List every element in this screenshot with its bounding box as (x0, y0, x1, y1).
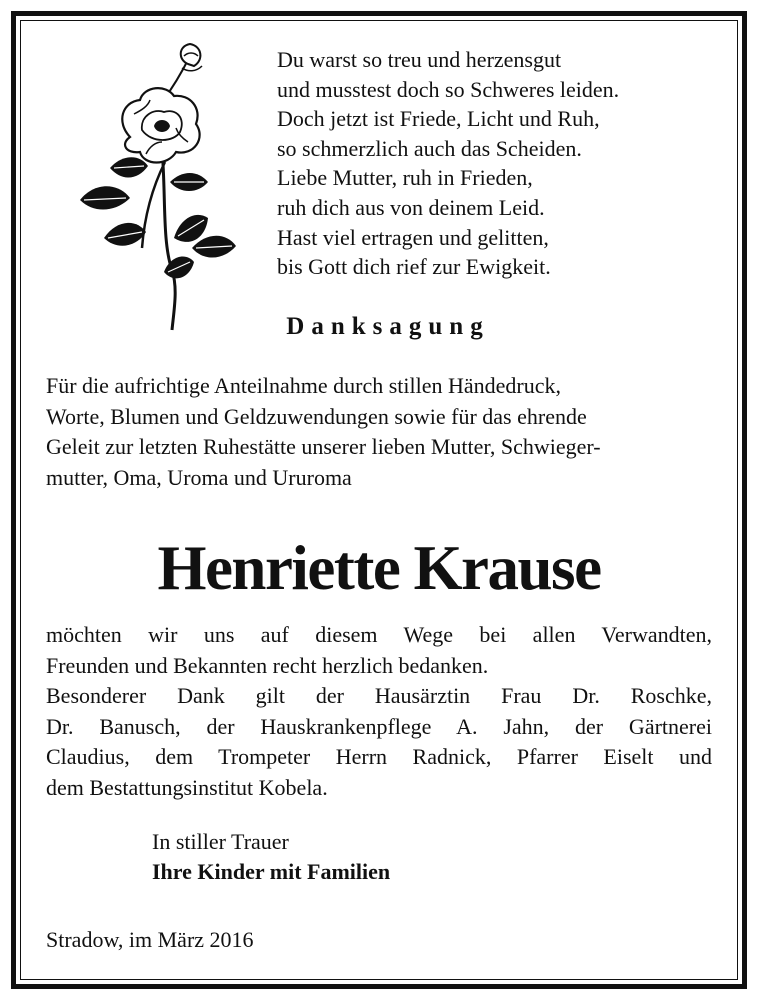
thanks-line: Freunden und Bekannten recht herzlich bedanken. (46, 652, 489, 678)
intro-line: Worte, Blumen und Geldzuwendungen sowie für das ehrende (46, 403, 587, 429)
thanks-line: Dr. Banusch, der Hauskrankenpflege A. Jahn, der Gärtnerei (46, 713, 712, 739)
intro-line: Geleit zur letzten Ruhestätte unserer lieben Mutter, Schwieger- (46, 434, 601, 459)
signoff (152, 827, 390, 887)
signoff-line: In stiller Trauer (152, 829, 289, 854)
poem-line: so schmerzlich auch das Scheiden. (277, 135, 582, 161)
thanks-line: Claudius, dem Trompeter Herrn Radnick, Pfarrer Eiselt und (46, 744, 712, 769)
poem-line: Du warst so treu und herzensgut (277, 47, 562, 72)
rose-icon (70, 42, 240, 332)
deceased-name: Henriette Krause (157, 533, 601, 603)
thanks-paragraph (46, 620, 712, 803)
poem-line: Hast viel ertragen und gelitten, (277, 224, 549, 250)
poem-line: Liebe Mutter, ruh in Frieden, (277, 165, 533, 191)
signoff-signature: Ihre Kinder mit Familien (152, 859, 391, 884)
poem-line: Doch jetzt ist Friede, Licht und Ruh, (277, 106, 600, 132)
poem (277, 45, 717, 282)
thanks-line: dem Bestattungsinstitut Kobela. (46, 774, 328, 800)
thanks-line: Besonderer Dank gilt der Hausärztin Frau Dr. Roschke, (46, 683, 712, 708)
place-date: Stradow, im März 2016 (46, 927, 254, 952)
intro-paragraph (46, 371, 716, 493)
poem-line: bis Gott dich rief zur Ewigkeit. (277, 254, 551, 280)
poem-line: ruh dich aus von deinem Leid. (277, 194, 545, 220)
intro-line: mutter, Oma, Uroma und Ururoma (46, 464, 352, 490)
thanks-line: möchten wir uns auf diesem Wege bei allen Verwandten, (46, 622, 712, 647)
intro-line: Für die aufrichtige Anteilnahme durch stillen Händedruck, (46, 373, 562, 398)
poem-line: und musstest doch so Schweres leiden. (277, 76, 620, 102)
heading-danksagung: Danksagung (286, 313, 490, 340)
